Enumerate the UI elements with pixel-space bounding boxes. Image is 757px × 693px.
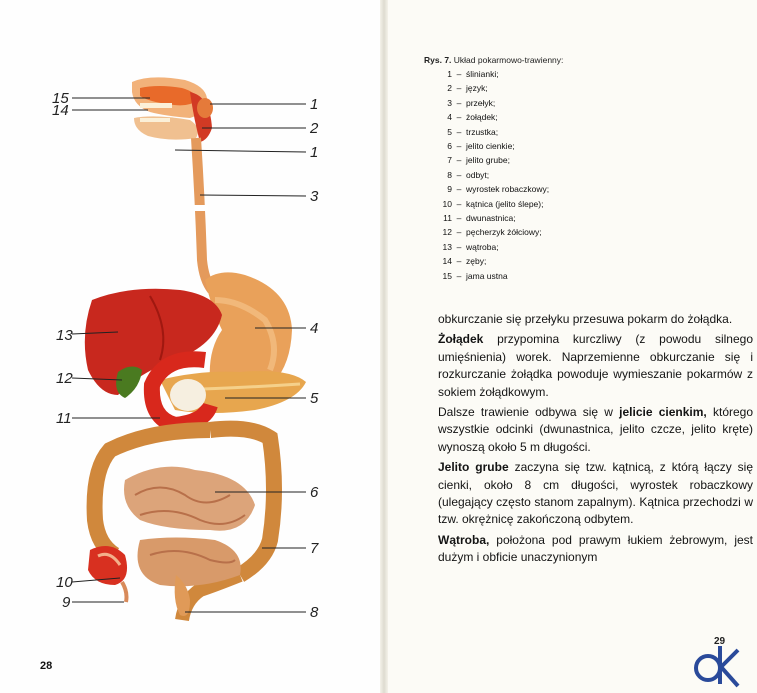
legend-text: kątnica (jelito ślepe);: [466, 198, 544, 209]
callout-9: 9: [62, 594, 71, 611]
legend-dash: –: [456, 126, 462, 137]
legend-text: żołądek;: [466, 112, 498, 123]
legend-number: 15: [442, 270, 452, 281]
legend-text: wyrostek robaczkowy;: [466, 184, 550, 195]
callout-3: 3: [310, 188, 319, 205]
legend-item: [424, 96, 549, 110]
legend-number: 2: [447, 83, 452, 94]
legend-dash: –: [456, 256, 462, 267]
callout-4: 4: [310, 320, 319, 337]
legend-dash: –: [456, 155, 462, 166]
paragraph-2-text: przypomina kurczliwy (z powodu silnego umięśnienia) worek. Naprzemienne obkurczanie się i rozkurczanie żołądka powoduje wymieszanie pokarmów z sokiem żołądkowym.: [438, 332, 753, 399]
term-jelicie-cienkim: jelicie cienkim,: [619, 405, 707, 420]
legend-dash: –: [456, 227, 462, 238]
legend-number: 7: [447, 155, 452, 166]
callout-5: 5: [310, 390, 319, 407]
esophagus-break: [194, 205, 208, 211]
callout-11: 11: [56, 410, 72, 427]
legend-text: język;: [466, 83, 488, 94]
callout-8: 8: [310, 604, 319, 621]
callout-15: 15: [52, 90, 69, 107]
legend-item: [424, 240, 549, 254]
legend-number: 9: [447, 184, 452, 195]
callout-6: 6: [310, 484, 319, 501]
legend-number: 12: [442, 227, 452, 238]
legend-number: 8: [447, 169, 452, 180]
legend-text: jelito cienkie;: [466, 141, 515, 152]
callout-13: 13: [56, 327, 73, 344]
legend-number: 1: [447, 69, 452, 79]
legend-dash: –: [456, 112, 462, 123]
legend-number: 10: [442, 198, 452, 209]
legend-number: 6: [447, 141, 452, 152]
legend-item: [424, 81, 549, 95]
callout-2: 2: [310, 120, 319, 137]
term-watroba: Wątroba,: [438, 532, 490, 547]
page-number-left: 28: [40, 660, 53, 672]
gall-bladder: [116, 366, 142, 398]
legend-text: jelito grube;: [466, 155, 510, 166]
legend-number: 3: [447, 97, 452, 108]
figure-label: Rys. 7.: [424, 55, 452, 65]
legend-dash: –: [456, 83, 462, 94]
paragraph-3-pre: Dalsze trawienie odbywa się w: [438, 405, 620, 420]
legend-dash: –: [456, 141, 462, 152]
legend-text: trzustka;: [466, 126, 499, 137]
legend-number: 4: [447, 112, 452, 123]
legend-text: pęcherzyk żółciowy;: [466, 227, 542, 238]
figure-legend: [424, 67, 549, 283]
legend-item: [424, 139, 549, 153]
paragraph-4: [438, 459, 753, 529]
term-jelito-grube: Jelito grube: [438, 460, 509, 475]
body-text: [438, 311, 753, 570]
legend-item: [424, 211, 549, 225]
legend-item: [424, 67, 549, 81]
legend-dash: –: [456, 169, 462, 180]
paragraph-3: [438, 404, 753, 456]
paragraph-1: [438, 311, 753, 328]
legend-item: [424, 125, 549, 139]
small-intestine: [124, 467, 255, 587]
publisher-logo-icon: [690, 640, 742, 688]
legend-text: zęby;: [466, 256, 487, 267]
legend-dash: –: [456, 97, 462, 108]
paragraph-5-text: położona pod prawym łukiem żebrowym, jest dużym i obficie unaczynionym: [438, 532, 753, 565]
legend-item: [424, 110, 549, 124]
legend-text: dwunastnica;: [466, 213, 516, 224]
legend-dash: –: [456, 213, 462, 224]
figure-caption: [424, 55, 563, 65]
callout-12: 12: [56, 370, 73, 387]
legend-text: przełyk;: [466, 97, 496, 108]
legend-text: wątroba;: [466, 241, 499, 252]
callout-7: 7: [310, 540, 319, 557]
callout-1a: 1: [310, 96, 319, 113]
legend-dash: –: [456, 184, 462, 195]
legend-dash: –: [456, 69, 462, 79]
legend-dash: –: [456, 241, 462, 252]
legend-item: [424, 153, 549, 167]
paragraph-5: [438, 532, 753, 567]
paragraph-2: [438, 331, 753, 401]
paragraph-3-text: którego wszystkie odcinki (dwunastnica, jelito czcze, jelito kręte) wynoszą około 5 m długości.: [438, 405, 754, 454]
callout-10: 10: [56, 574, 73, 591]
paragraph-4-text: zaczyna się tzw. kątnicą, z którą łączy się cienki, około 8 cm długości, wyrostek robaczkowy (ulegający często stanom zapalnym). Kątnica przechodzi w tzw. okrężnicę zakończoną odbytem.: [438, 460, 754, 527]
appendix: [122, 582, 127, 602]
legend-item: [424, 225, 549, 239]
legend-number: 11: [443, 213, 452, 224]
term-zoladek: Żołądek: [438, 332, 484, 347]
legend-text: jama ustna: [466, 270, 508, 281]
legend-text: ślinianki;: [466, 69, 499, 79]
esophagus: [196, 138, 212, 290]
legend-text: odbyt;: [466, 169, 490, 180]
legend-item: [424, 197, 549, 211]
legend-dash: –: [456, 270, 462, 281]
legend-number: 5: [447, 126, 452, 137]
legend-item: [424, 269, 549, 283]
callout-14: 14: [52, 102, 69, 119]
legend-number: 13: [442, 241, 452, 252]
legend-item: [424, 168, 549, 182]
legend-item: [424, 254, 549, 268]
legend-number: 14: [442, 256, 452, 267]
paragraph-1-text: obkurczanie się przełyku przesuwa pokarm do żołądka.: [438, 312, 733, 326]
callout-1b: 1: [310, 144, 319, 161]
page-number-right: 29: [714, 636, 726, 647]
figure-title: Układ pokarmowo-trawienny:: [453, 55, 564, 65]
legend-dash: –: [456, 198, 462, 209]
legend-item: [424, 182, 549, 196]
